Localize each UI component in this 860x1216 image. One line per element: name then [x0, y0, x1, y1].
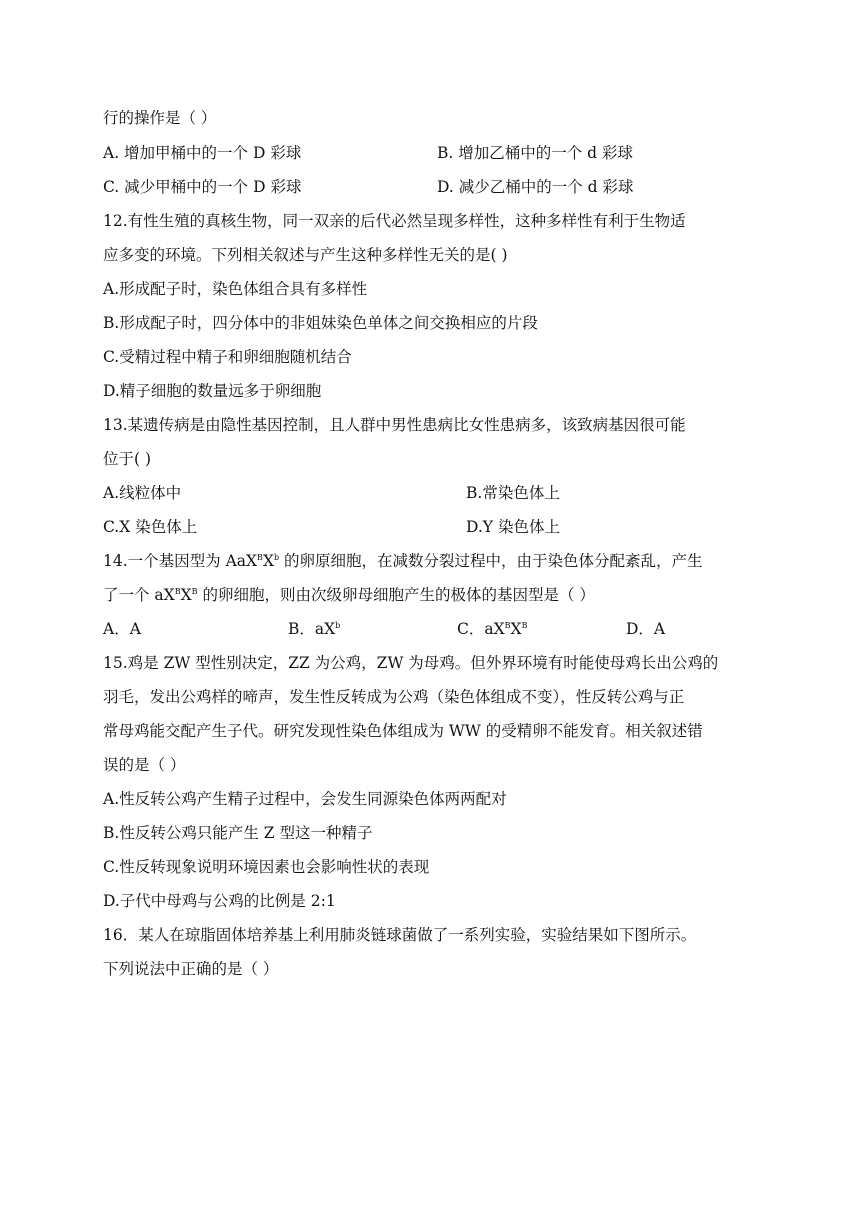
q12-option-a: A.形成配子时，染色体组合具有多样性 — [103, 280, 368, 298]
q11-option-b: B. 增加乙桶中的一个 d 彩球 — [437, 144, 634, 162]
q12-stem-line2: 应多变的环境。下列相关叙述与产生这种多样性无关的是( ) — [103, 246, 508, 264]
q14-stem-line1: 14.一个基因型为 $AaX^BX^b$ 的卵原细胞，在减数分裂过程中，由于染色体分配紊乱，产生 — [103, 552, 703, 570]
q13-option-c: C.X 染色体上 — [103, 518, 198, 536]
q14-option-a: A．A — [103, 620, 141, 638]
q12-option-d: D.精子细胞的数量远多于卵细胞 — [103, 382, 322, 400]
q12-stem-line1: 12.有性生殖的真核生物，同一双亲的后代必然呈现多样性，这种多样性有利于生物适 — [103, 212, 686, 230]
q15-option-d: D.子代中母鸡与公鸡的比例是 2:1 — [103, 892, 336, 910]
q13-stem-line2: 位于( ) — [103, 450, 152, 468]
q15-option-a: A.性反转公鸡产生精子过程中，会发生同源染色体两两配对 — [103, 790, 507, 808]
q15-stem-line3: 常母鸡能交配产生子代。研究发现性染色体组成为 WW 的受精卵不能发育。相关叙述错 — [103, 722, 703, 740]
q16-stem-line1: 16．某人在琼脂固体培养基上利用肺炎链球菌做了一系列实验，实验结果如下图所示。 — [103, 926, 697, 944]
q13-option-d: D.Y 染色体上 — [466, 518, 560, 536]
q14-option-b: B．$aX^b$ — [288, 620, 341, 638]
q15-option-b: B.性反转公鸡只能产生 Z 型这一种精子 — [103, 824, 373, 842]
q13-option-b: B.常染色体上 — [466, 484, 560, 502]
q11-option-c: C. 减少甲桶中的一个 D 彩球 — [103, 178, 302, 196]
q11-option-d: D. 减少乙桶中的一个 d 彩球 — [437, 178, 634, 196]
q14-stem-line2: 了一个 $aX^BX^B$ 的卵细胞，则由次级卵母细胞产生的极体的基因型是（ ） — [103, 586, 595, 604]
q15-stem-line2: 羽毛，发出公鸡样的啼声，发生性反转成为公鸡（染色体组成不变），性反转公鸡与正 — [103, 688, 685, 706]
q16-stem-line2: 下列说法中正确的是（ ） — [103, 960, 279, 978]
q11-option-a: A. 增加甲桶中的一个 D 彩球 — [103, 144, 302, 162]
q15-option-c: C.性反转现象说明环境因素也会影响性状的表现 — [103, 858, 430, 876]
q13-stem-line1: 13.某遗传病是由隐性基因控制，且人群中男性患病比女性患病多，该致病基因很可能 — [103, 416, 686, 434]
q15-stem-line1: 15.鸡是 ZW 型性别决定，ZZ 为公鸡，ZW 为母鸡。但外界环境有时能使母鸡长出公鸡的 — [103, 654, 719, 672]
q15-stem-line4: 误的是（ ） — [103, 756, 186, 774]
q14-option-c: C．$aX^BX^B$ — [457, 620, 528, 638]
q13-option-a: A.线粒体中 — [103, 484, 182, 502]
q12-option-b: B.形成配子时，四分体中的非姐妹染色单体之间交换相应的片段 — [103, 314, 538, 332]
q12-option-c: C.受精过程中精子和卵细胞随机结合 — [103, 348, 352, 366]
q11-stem-tail: 行的操作是（ ） — [103, 109, 217, 127]
q14-option-d: D．A — [626, 620, 666, 638]
